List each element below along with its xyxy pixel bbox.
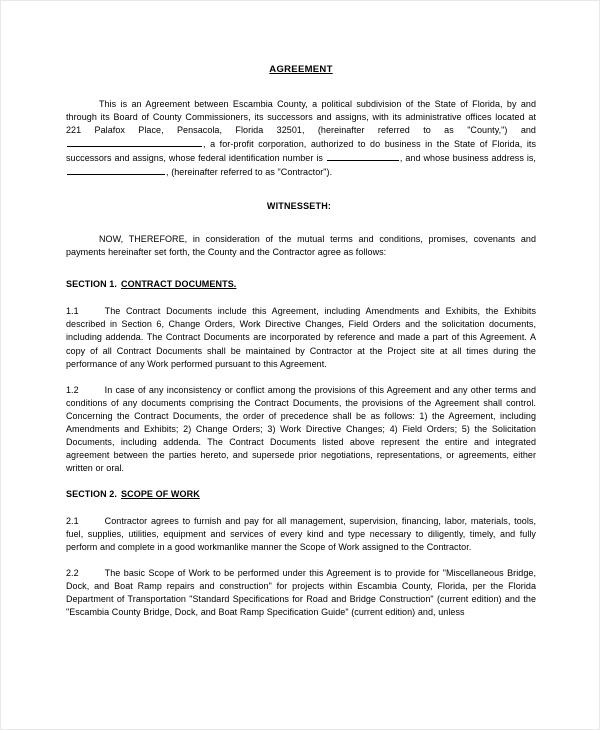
preamble-after-blank3-text: , (hereinafter referred to as "Contractor").: [166, 167, 333, 178]
business-address-blank[interactable]: [67, 165, 165, 175]
preamble-lead-text: This is an Agreement between Escambia County, a political subdivision of the State of Florida, by and through its Board of County Commissioners, its successors and assigns, with its administrative offices located at 221 Palafox Place, Pensacola, Florida 32501, (hereinafter referred to as: [66, 99, 536, 136]
section-heading-1: [66, 278, 536, 291]
clause-1-1-number: 1.1: [66, 306, 79, 317]
preamble-paragraph: [66, 98, 536, 179]
federal-id-blank[interactable]: [327, 151, 399, 161]
preamble-after-blank2-text: , and whose business address is,: [399, 153, 536, 164]
document-body: [66, 63, 536, 619]
section-1-name: CONTRACT DOCUMENTS.: [121, 279, 237, 290]
section-2-name: SCOPE OF WORK: [121, 488, 200, 499]
page-title: AGREEMENT: [269, 64, 333, 75]
now-therefore-paragraph: [66, 233, 536, 259]
preamble-after-county-text: and: [507, 125, 536, 136]
now-therefore-text: NOW, THEREFORE, in consideration of the mutual terms and conditions, promises, covenants and payments hereinafter set forth, the County and the Contractor agree as follows:: [66, 234, 536, 258]
clause-2-1-text: Contractor agrees to furnish and pay for all management, supervision, financing, labor, materials, tools, fuel, supplies, utilities, equipment and services of every kind and type necessary to diligently, timely, and fully perform and complete in a good workmanlike manner the Scope of Work assigned to the Contractor.: [66, 515, 536, 553]
clause-1-2: [66, 384, 536, 475]
witnesseth-heading: WITNESSETH:: [266, 201, 332, 212]
section-heading-2: [66, 488, 536, 501]
clause-1-1: [66, 305, 536, 370]
section-2-label: SECTION 2.: [66, 488, 118, 499]
clause-1-1-text: The Contract Documents include this Agreement, including Amendments and Exhibits, the Exhibits described in Section 6, Change Orders, Work Directive Changes, Field Orders and the solicitation documents, including addenda. The Contract Documents are incorporated by reference and made a part of this Agreement. A copy of all Contract Documents shall be maintained by Contractor at the Project site at all times during the performance of any Work performed pursuant to this Agreement.: [66, 306, 536, 369]
clause-1-2-number: 1.2: [66, 384, 79, 395]
clause-2-2-text: The basic Scope of Work to be performed under this Agreement is to provide for "Miscellaneous Bridge, Dock, and Boat Ramp repairs and construction" for projects within Escambia County, Florida, per the Florida Department of Transportation "Standard Specifications for Road and Bridge Construction" (current edition) and the "Escambia County Bridge, Dock, and Boat Ramp Specification Guide" (current edition) and, unless: [66, 568, 536, 618]
clause-2-1: [66, 515, 536, 554]
clause-2-2: [66, 567, 536, 619]
contractor-name-blank[interactable]: [67, 137, 202, 147]
county-defined-term: "County,"): [467, 125, 508, 136]
clause-2-1-number: 2.1: [66, 515, 79, 526]
section-1-label: SECTION 1.: [66, 279, 118, 290]
preamble-after-blank1-text: , a for-profit corporation, authorized to do business in the State of Florida, its successors and assigns, whose federal identification number is: [66, 139, 536, 164]
clause-2-2-number: 2.2: [66, 568, 79, 579]
clause-1-2-text: In case of any inconsistency or conflict among the provisions of this Agreement and any other terms and conditions of any documents comprising the Contract Documents, the provisions of the Agreement shall control. Concerning the Contract Documents, the order of precedence shall be as follows: 1) the Agreement, including Amendments and Exhibits; 2) Change Orders; 3) Work Directive Changes; 4) Field Orders; 5) the Solicitation Documents, including addenda. The Contract Documents listed above represent the entire and integrated agreement between the parties hereto, and supersede prior negotiations, representations, or agreements, either written or oral.: [66, 384, 536, 473]
